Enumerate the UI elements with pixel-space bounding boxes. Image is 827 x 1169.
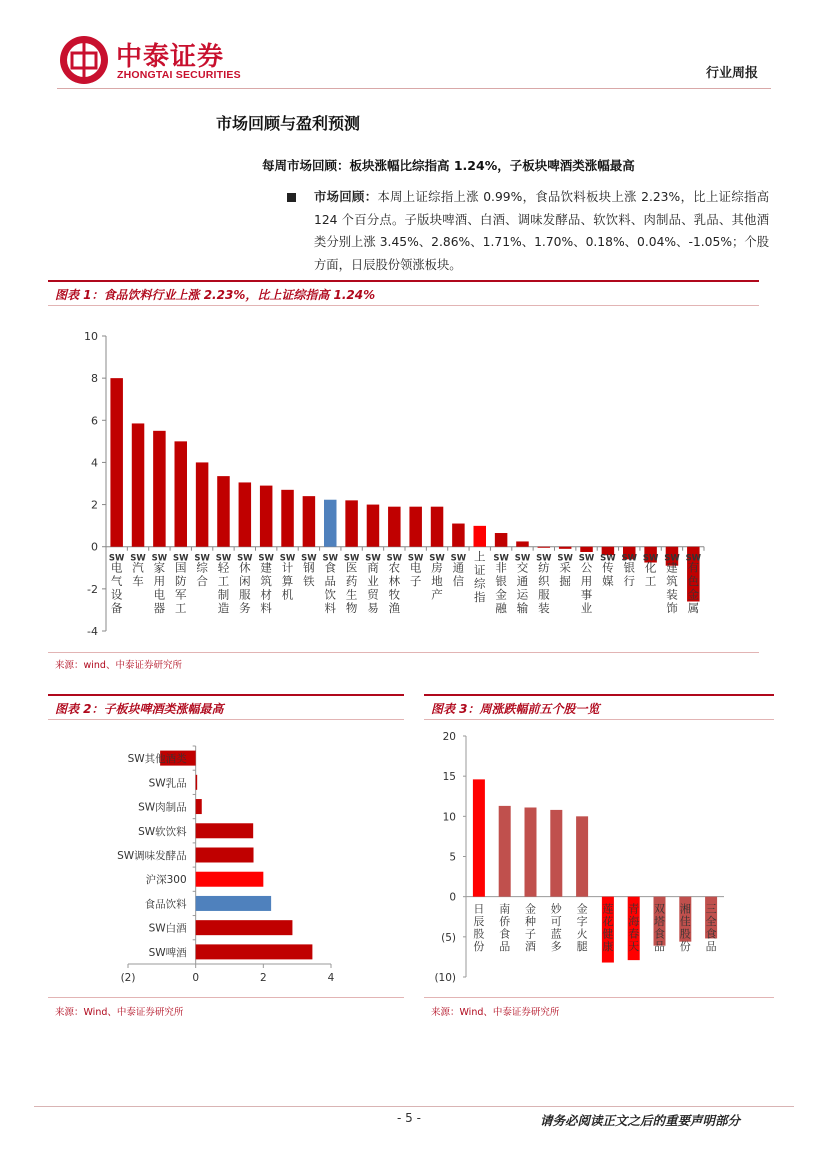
label-part: SW — [514, 553, 531, 564]
label-part: 青 — [628, 902, 640, 916]
market-review-paragraph — [314, 186, 769, 276]
bar — [388, 507, 401, 547]
label-part: 信 — [452, 574, 465, 589]
label-part: 设 — [110, 587, 123, 602]
label-part: 多 — [550, 940, 562, 954]
label-part: 生 — [345, 587, 358, 602]
figure3-top-rule — [424, 694, 774, 696]
label-part: 易 — [367, 601, 379, 616]
x-category-label — [680, 902, 691, 954]
y-category-label: SW白酒 — [148, 922, 187, 935]
page-number: - 5 - — [397, 1111, 421, 1125]
label-part: 全 — [705, 915, 717, 929]
x-category-label — [323, 554, 339, 616]
x-category-label — [258, 554, 274, 616]
label-part: 闲 — [239, 574, 251, 589]
label-part: 子 — [525, 927, 536, 941]
label-part: 种 — [525, 915, 536, 929]
x-category-label — [130, 554, 146, 589]
label-part: 酒 — [525, 940, 536, 954]
label-part: 工 — [217, 574, 230, 589]
x-category-label — [152, 554, 168, 616]
logo-english-name: ZHONGTAI SECURITIES — [117, 69, 241, 81]
bar — [196, 775, 198, 790]
label-part: 天 — [628, 940, 640, 954]
x-category-label — [408, 554, 424, 589]
y-category-label: SW软饮料 — [138, 825, 187, 838]
label-part: 电 — [409, 560, 422, 575]
bar — [196, 823, 254, 838]
logo-chinese-name: 中泰证券 — [116, 42, 225, 72]
bar — [474, 526, 487, 547]
x-category-label — [451, 554, 467, 589]
x-category-label — [525, 902, 536, 954]
bar — [196, 799, 202, 814]
report-type: 行业周报 — [706, 66, 759, 81]
label-part: 物 — [345, 601, 358, 616]
label-part: 渔 — [388, 601, 401, 616]
label-part: 股 — [473, 927, 485, 941]
label-part: 食 — [654, 927, 665, 941]
label-part: SW — [173, 553, 189, 564]
bar — [196, 462, 209, 546]
label-part: 服 — [239, 587, 251, 602]
label-part: 食 — [324, 560, 336, 575]
label-part: 双 — [654, 902, 665, 916]
figure3-bar-chart — [424, 726, 774, 994]
y-tick-label: 0 — [91, 540, 98, 554]
y-tick-label: 10 — [442, 811, 456, 824]
label-part: 花 — [602, 915, 614, 929]
label-part: 融 — [495, 601, 507, 616]
label-part: 房 — [431, 560, 443, 575]
x-category-label — [579, 554, 595, 616]
label-part: SW — [600, 553, 616, 564]
label-part: SW — [130, 553, 146, 564]
y-tick-label: (10) — [434, 972, 456, 984]
y-category-label: 沪深300 — [145, 874, 187, 887]
y-tick-label: 5 — [449, 851, 456, 864]
label-part: 钢 — [303, 560, 315, 575]
label-part: 传 — [602, 560, 614, 575]
x-category-label — [387, 554, 403, 616]
label-part: 食 — [499, 927, 511, 941]
x-category-label — [551, 902, 563, 954]
label-part: 妙 — [550, 902, 562, 916]
figure2-horizontal-bar-chart — [48, 728, 404, 994]
label-part: 医 — [345, 560, 358, 575]
label-part: 务 — [239, 601, 251, 616]
label-part: SW — [215, 553, 232, 564]
label-part: 日 — [473, 902, 485, 916]
bar — [153, 431, 166, 547]
label-part: 地 — [431, 574, 443, 589]
label-part: SW — [621, 553, 637, 564]
figure1-source: 来源：wind、中泰证券研究所 — [55, 660, 182, 671]
label-part: 蓝 — [550, 927, 562, 941]
label-part: 装 — [666, 587, 678, 602]
label-part: 业 — [367, 574, 379, 589]
bar — [345, 500, 358, 546]
label-part: SW — [429, 553, 445, 564]
y-tick-label: 2 — [91, 498, 98, 512]
label-part: 备 — [110, 601, 123, 616]
label-part: SW — [279, 553, 296, 564]
bar — [196, 896, 271, 911]
figure1-title-rule — [48, 305, 759, 306]
bar — [324, 500, 337, 547]
label-part: SW — [407, 553, 424, 564]
label-part: 侨 — [499, 915, 511, 929]
label-part: 有 — [687, 560, 700, 575]
x-category-label — [600, 554, 616, 589]
label-part: 器 — [153, 601, 166, 616]
label-part: 辰 — [473, 915, 485, 929]
figure1-bar-chart — [48, 318, 759, 648]
label-part: 算 — [281, 574, 294, 589]
figure2-title-rule — [48, 719, 404, 720]
label-part: 金 — [576, 902, 588, 916]
x-category-label — [515, 554, 531, 616]
x-category-label — [194, 554, 210, 589]
x-category-label — [628, 902, 639, 954]
label-part: 国 — [175, 560, 187, 575]
label-part: 休 — [239, 560, 251, 575]
bar — [110, 378, 123, 547]
bar — [196, 944, 313, 959]
label-part: 服 — [538, 587, 550, 602]
label-part: 产 — [431, 587, 443, 602]
x-tick-label: 4 — [327, 972, 335, 984]
label-part: 化 — [644, 560, 657, 575]
label-part: 品 — [705, 940, 717, 954]
bar — [409, 507, 422, 547]
bar — [196, 848, 254, 863]
label-part: 属 — [687, 601, 700, 616]
figure1-bottom-rule — [48, 652, 759, 653]
label-part: 子 — [409, 574, 422, 589]
x-category-label — [499, 903, 510, 954]
label-part: 料 — [324, 601, 336, 616]
label-part: 综 — [474, 576, 486, 591]
x-category-label — [429, 554, 445, 602]
label-part: 造 — [217, 601, 230, 616]
figure3-title: 图表 3：周涨跌幅前五个股一览 — [431, 702, 600, 716]
label-part: 交 — [516, 560, 529, 575]
label-part: 莲 — [602, 902, 614, 916]
x-category-label — [301, 554, 317, 589]
y-category-label: SW调味发酵品 — [117, 850, 187, 862]
x-category-label — [602, 902, 613, 954]
label-part: 综 — [196, 560, 208, 575]
x-category-label — [173, 554, 189, 616]
y-category-label: SW肉制品 — [138, 801, 187, 814]
bar — [538, 547, 551, 548]
y-tick-label: 15 — [442, 771, 456, 784]
figure1-top-rule — [48, 280, 759, 282]
label-part: SW — [536, 553, 552, 564]
bar — [473, 779, 485, 896]
label-part: 银 — [495, 574, 507, 589]
label-part: SW — [194, 553, 210, 564]
label-part: 食 — [705, 927, 717, 941]
x-category-label — [622, 554, 638, 589]
x-category-label — [473, 903, 484, 954]
label-part: SW — [642, 553, 659, 564]
label-part: 铁 — [303, 574, 315, 589]
label-part: 可 — [550, 915, 562, 929]
bar — [217, 476, 230, 547]
label-part: 康 — [602, 940, 614, 954]
y-tick-label: 4 — [91, 456, 98, 470]
bar — [499, 806, 511, 897]
label-part: 南 — [499, 902, 511, 916]
bar — [175, 441, 188, 546]
label-part: 汽 — [132, 560, 144, 575]
label-part: 金 — [525, 902, 536, 916]
label-part: 非 — [495, 560, 507, 575]
label-part: SW — [664, 553, 680, 564]
label-part: 通 — [516, 574, 529, 589]
label-part: 车 — [132, 574, 144, 589]
x-category-label — [557, 554, 573, 589]
label-part: SW — [685, 553, 702, 564]
x-category-label — [536, 554, 552, 616]
label-part: 用 — [153, 574, 166, 589]
label-part: SW — [578, 553, 595, 564]
bar — [580, 547, 593, 552]
x-category-label — [664, 554, 680, 616]
company-logo — [58, 34, 110, 86]
label-part: SW — [450, 553, 467, 564]
bullet-label: 市场回顾： — [314, 190, 378, 204]
label-part: 商 — [367, 560, 379, 575]
label-part: 饮 — [324, 587, 336, 602]
label-part: 贸 — [367, 587, 379, 602]
label-part: 运 — [516, 587, 529, 602]
bullet-square-icon — [287, 193, 296, 202]
label-part: 药 — [345, 574, 358, 589]
section-subtitle: 每周市场回顾：板块涨幅比综指高 1.24%，子板块啤酒类涨幅最高 — [262, 158, 635, 173]
bar — [452, 524, 465, 547]
y-category-label: SW其他酒类 — [127, 753, 187, 766]
label-part: 健 — [602, 927, 614, 941]
y-tick-label: 10 — [84, 330, 98, 343]
y-tick-label: (5) — [441, 931, 456, 944]
label-part: 湘 — [679, 902, 691, 916]
label-part: 工 — [175, 601, 187, 616]
label-part: SW — [365, 553, 381, 564]
label-part: 材 — [260, 587, 272, 602]
label-part: 股 — [679, 927, 691, 941]
x-category-label — [237, 554, 253, 616]
label-part: 银 — [623, 560, 635, 575]
label-part: 事 — [580, 587, 593, 602]
label-part: SW — [301, 553, 317, 564]
label-part: 行 — [623, 574, 635, 589]
y-category-label: SW乳品 — [148, 777, 187, 790]
bar — [196, 872, 264, 887]
label-part: 牧 — [388, 587, 401, 602]
label-part: 证 — [474, 563, 486, 578]
label-part: 用 — [580, 574, 593, 589]
label-part: 品 — [499, 940, 511, 954]
header-divider — [57, 88, 771, 89]
label-part: SW — [322, 553, 338, 564]
label-part: 制 — [217, 587, 230, 602]
label-part: 家 — [153, 560, 166, 575]
label-part: SW — [108, 553, 125, 564]
x-category-label — [706, 903, 717, 954]
label-part: 工 — [644, 574, 657, 589]
figure2-title: 图表 2：子板块啤酒类涨幅最高 — [55, 702, 224, 716]
y-tick-label: 0 — [449, 891, 456, 904]
label-part: 业 — [580, 601, 593, 616]
x-tick-label: 2 — [259, 972, 267, 984]
y-tick-label: 6 — [91, 414, 98, 428]
figure2-source: 来源：Wind、中泰证券研究所 — [55, 1007, 184, 1018]
bar — [303, 496, 316, 547]
label-part: SW — [557, 553, 573, 564]
y-tick-label: -2 — [87, 582, 98, 596]
label-part: 上 — [474, 549, 486, 564]
bar — [516, 541, 529, 546]
bar — [281, 490, 294, 547]
label-part: 输 — [516, 601, 529, 616]
y-tick-label: 8 — [91, 372, 98, 386]
label-part: 字 — [576, 915, 588, 929]
label-part: 媒 — [602, 574, 614, 589]
label-part: 品 — [324, 574, 336, 589]
figure3-source: 来源：Wind、中泰证券研究所 — [431, 1007, 560, 1018]
label-part: 佳 — [679, 915, 691, 929]
x-category-label — [474, 550, 486, 605]
label-part: SW — [343, 553, 360, 564]
label-part: SW — [386, 553, 403, 564]
label-part: 军 — [175, 587, 187, 602]
x-category-label — [365, 554, 381, 616]
y-category-label: 食品饮料 — [144, 898, 187, 911]
label-part: 轻 — [217, 560, 230, 575]
label-part: SW — [258, 553, 274, 564]
label-part: SW — [151, 553, 168, 564]
footer-divider — [34, 1106, 794, 1107]
figure3-title-rule — [424, 719, 774, 720]
x-category-label — [109, 554, 125, 616]
label-part: 电 — [153, 587, 166, 602]
bar — [495, 533, 508, 547]
label-part: 装 — [538, 601, 550, 616]
figure3-bottom-rule — [424, 997, 774, 998]
label-part: SW — [493, 553, 509, 564]
label-part: 织 — [538, 574, 550, 589]
x-category-label — [344, 554, 360, 616]
label-part: 气 — [110, 574, 123, 589]
x-category-label — [280, 554, 296, 602]
bar — [132, 423, 145, 546]
label-part: 公 — [580, 560, 593, 575]
bullet-text: 本周上证综指上涨 0.99%，食品饮料板块上涨 2.23%，比上证综指高 124 个百分点。子版块啤酒、白酒、调味发酵品、软饮料、肉制品、乳品、其他酒类分别上涨 3.45%、2.86%、1.71%、1.70%、0.18%、0.04%、-1.05%；个股方面，日辰股份领涨板块。 — [314, 190, 769, 272]
label-part: 建 — [260, 560, 272, 575]
x-tick-label: (2) — [120, 972, 136, 984]
x-category-label — [216, 554, 232, 616]
label-part: 电 — [110, 560, 123, 575]
label-part: 农 — [388, 560, 401, 575]
label-part: SW — [237, 553, 253, 564]
label-part: 饰 — [666, 601, 678, 616]
figure2-top-rule — [48, 694, 404, 696]
y-tick-label: -4 — [87, 625, 98, 638]
label-part: 计 — [281, 560, 294, 575]
x-category-label — [577, 902, 588, 954]
label-part: 指 — [474, 590, 486, 605]
label-part: 采 — [559, 560, 571, 575]
label-part: 建 — [666, 560, 678, 575]
label-part: 林 — [388, 574, 401, 589]
label-part: 筑 — [666, 574, 678, 589]
label-part: 通 — [452, 560, 465, 575]
bar — [431, 507, 444, 547]
y-category-label: SW啤酒 — [148, 946, 187, 959]
label-part: 份 — [473, 940, 485, 954]
bar — [525, 807, 537, 896]
disclaimer-note: 请务必阅读正文之后的重要声明部分 — [540, 1113, 741, 1128]
label-part: 春 — [628, 927, 640, 941]
label-part: 三 — [705, 902, 717, 916]
x-tick-label: 0 — [192, 972, 200, 984]
x-category-label — [643, 554, 659, 589]
label-part: 海 — [628, 915, 640, 929]
label-part: 筑 — [260, 574, 272, 589]
label-part: 份 — [679, 940, 691, 954]
label-part: 掘 — [559, 574, 571, 589]
logo-mark-icon — [58, 34, 110, 86]
y-tick-label: 20 — [442, 731, 456, 743]
bar — [367, 505, 380, 547]
figure2-bottom-rule — [48, 997, 404, 998]
section-title: 市场回顾与盈利预测 — [216, 114, 361, 133]
label-part: 火 — [576, 927, 588, 941]
bar — [576, 816, 588, 896]
bar — [559, 547, 572, 549]
bar — [550, 810, 562, 897]
label-part: 金 — [495, 587, 507, 602]
bar — [260, 486, 273, 547]
bar — [239, 482, 252, 546]
label-part: 塔 — [654, 915, 665, 929]
x-category-label — [654, 903, 665, 954]
label-part: 色 — [687, 574, 700, 589]
label-part: 防 — [175, 574, 187, 589]
figure1-title: 图表 1：食品饮料行业上涨 2.23%，比上证综指高 1.24% — [55, 288, 376, 302]
label-part: 料 — [260, 601, 272, 616]
label-part: 机 — [281, 587, 294, 602]
x-category-label — [493, 554, 509, 616]
bar — [196, 920, 293, 935]
label-part: 合 — [196, 574, 208, 589]
label-part: 腿 — [576, 940, 588, 954]
label-part: 金 — [687, 587, 700, 602]
label-part: 品 — [654, 940, 665, 954]
label-part: 纺 — [538, 560, 550, 575]
